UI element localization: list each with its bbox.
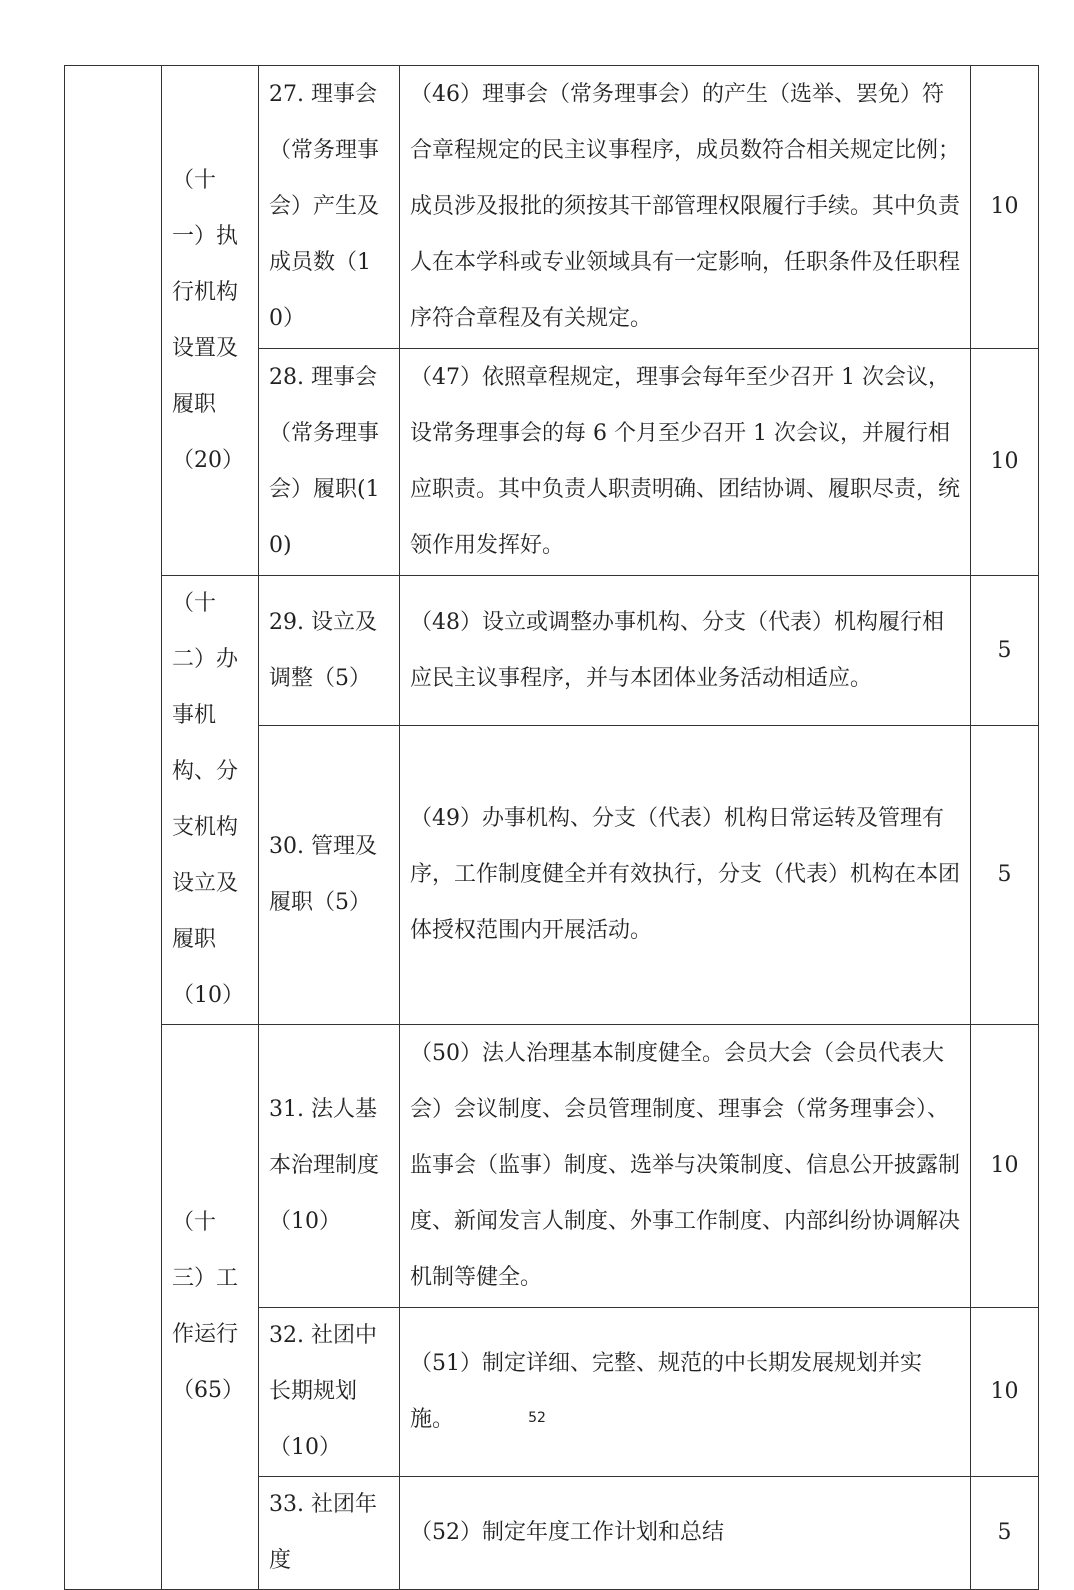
category-cell: （十三）工作运行（65） [162,1025,259,1590]
content-cell: （49）办事机构、分支（代表）机构日常运转及管理有序，工作制度健全并有效执行，分支（代表）机构在本团体授权范围内开展活动。 [400,726,971,1025]
score-cell: 5 [971,726,1039,1025]
page-number: 52 [528,1410,546,1426]
item-cell: 27. 理事会（常务理事会）产生及成员数（10） [259,66,400,349]
score-cell: 10 [971,66,1039,349]
table-row [65,576,1039,726]
evaluation-table [64,65,1039,1590]
item-cell: 28. 理事会（常务理事会）履职(10) [259,349,400,576]
category-cell: （十一）执行机构设置及履职（20） [162,66,259,576]
item-cell: 33. 社团年度 [259,1477,400,1590]
score-cell: 10 [971,1025,1039,1308]
content-cell: （52）制定年度工作计划和总结 [400,1477,971,1590]
content-cell: （48）设立或调整办事机构、分支（代表）机构履行相应民主议事程序，并与本团体业务活动相适应。 [400,576,971,726]
content-cell: （50）法人治理基本制度健全。会员大会（会员代表大会）会议制度、会员管理制度、理事会（常务理事会）、监事会（监事）制度、选举与决策制度、信息公开披露制度、新闻发言人制度、外事工作制度、内部纠纷协调解决机制等健全。 [400,1025,971,1308]
table-row [65,66,1039,349]
item-cell: 32. 社团中长期规划（10） [259,1308,400,1477]
item-cell: 31. 法人基本治理制度（10） [259,1025,400,1308]
content-cell: （46）理事会（常务理事会）的产生（选举、罢免）符合章程规定的民主议事程序，成员数符合相关规定比例；成员涉及报批的须按其干部管理权限履行手续。其中负责人在本学科或专业领域具有一定影响，任职条件及任职程序符合章程及有关规定。 [400,66,971,349]
score-cell: 5 [971,576,1039,726]
score-cell: 5 [971,1477,1039,1590]
score-cell: 10 [971,1308,1039,1477]
first-column-cell [65,66,162,1590]
content-cell: （51）制定详细、完整、规范的中长期发展规划并实施。 [400,1308,971,1477]
category-cell: （十二）办事机构、分支机构设立及履职（10） [162,576,259,1025]
item-cell: 29. 设立及调整（5） [259,576,400,726]
table-row [65,1025,1039,1308]
score-cell: 10 [971,349,1039,576]
item-cell: 30. 管理及履职（5） [259,726,400,1025]
content-cell: （47）依照章程规定，理事会每年至少召开 1 次会议，设常务理事会的每 6 个月至少召开 1 次会议，并履行相应职责。其中负责人职责明确、团结协调、履职尽责，统领作用发挥好。 [400,349,971,576]
